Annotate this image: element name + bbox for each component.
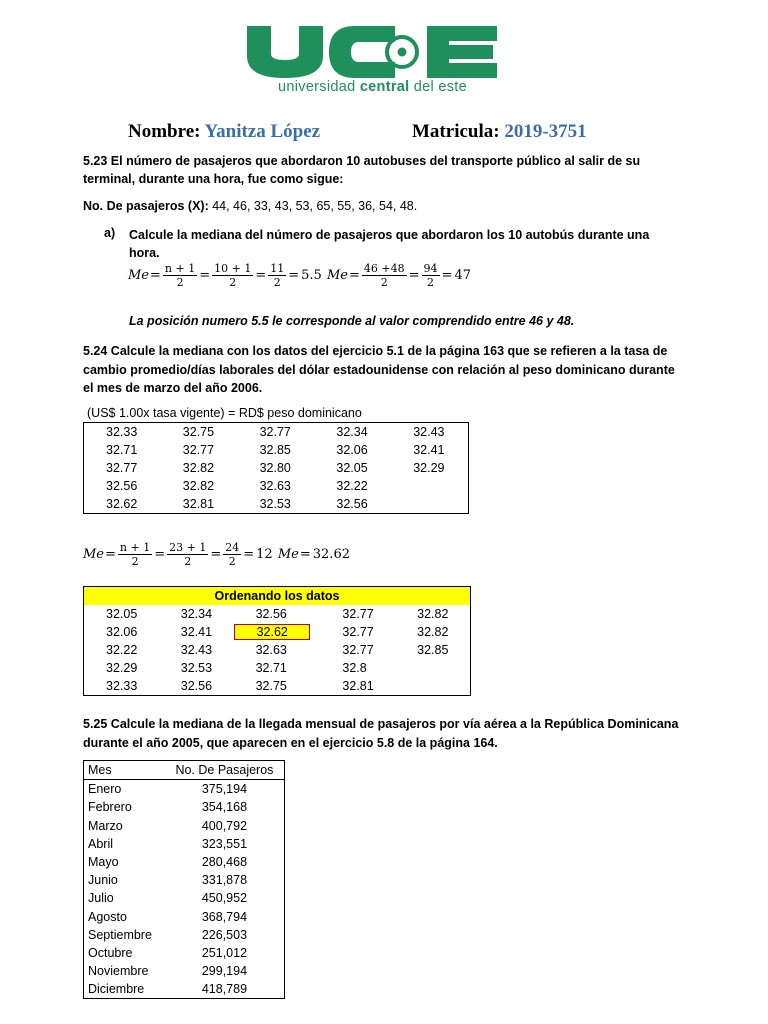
table-row (84, 659, 470, 677)
table-cell: 32.75 (182, 425, 215, 439)
median-formula-524: Me = $\frac{n + 1}{2}$ = $\frac{23 + 1}{2}$ = $\frac{24}{2}$ = 12 Me = 32.62 (83, 541, 350, 568)
table-cell (395, 677, 470, 695)
sorted-table (83, 586, 471, 696)
table-cell (391, 477, 468, 495)
table-row (84, 871, 285, 889)
month-cell: Marzo (88, 818, 123, 833)
table-row (84, 817, 285, 835)
col-pasajeros: No. De Pasajeros (175, 763, 274, 778)
table-cell: 32.53 (259, 497, 291, 511)
student-name: Nombre: Yanitza López (128, 121, 321, 142)
uce-logo (245, 22, 500, 97)
table-row (84, 853, 285, 871)
table-cell: 32.43 (180, 643, 213, 657)
problem-525-title: 5.25 Calcule la mediana de la llegada mensual de pasajeros por vía aérea a la República Dominicana durante el año 2005, que aparecen en el ejercicio 5.8 de la página 164. (83, 717, 679, 750)
table-row (84, 605, 470, 623)
table-row (84, 477, 469, 495)
col-mes: Mes (88, 763, 112, 778)
monthly-passengers-table (83, 760, 285, 999)
conclusion-523: La posición numero 5.5 le corresponde al valor comprendido entre 46 y 48. (129, 314, 575, 328)
table-cell: 32.63 (255, 643, 287, 657)
table-cell: 32.71 (106, 443, 138, 457)
problem-523-title: 5.23 El número de pasajeros que abordaron 10 autobuses del transporte público al salir de su terminal, durante una hora, fue como sigue: (83, 154, 641, 186)
table-cell: 32.77 (342, 625, 374, 639)
table-cell: 32.56 (255, 607, 287, 621)
table-row (84, 926, 285, 944)
table-row (84, 780, 285, 799)
table-cell: 32.43 (413, 425, 445, 439)
table-row (84, 889, 285, 907)
passengers-cell: 368,794 (201, 909, 248, 924)
month-cell: Febrero (88, 800, 132, 815)
table-cell: 32.77 (259, 425, 291, 439)
month-cell: Julio (88, 891, 114, 906)
question-text: Calcule la mediana del número de pasajeros que abordaron los 10 autobús durante una hora. (129, 228, 650, 260)
student-id: Matricula: 2019-3751 (412, 121, 587, 142)
table-cell: 32.77 (106, 461, 138, 475)
table-cell (391, 495, 468, 514)
problem-523-data: No. De pasajeros (X): 44, 46, 33, 43, 53, 65, 55, 36, 54, 48. (83, 199, 418, 213)
table-row (84, 459, 469, 477)
table-row (84, 623, 470, 641)
table-row (84, 495, 469, 514)
table-cell: 32.05 (336, 461, 368, 475)
table-row (84, 677, 470, 695)
month-cell: Abril (88, 836, 114, 851)
table-cell: 32.82 (182, 461, 215, 475)
passengers-cell: 418,789 (201, 982, 248, 997)
table-cell: 32.81 (182, 497, 215, 511)
table-cell: 32.33 (106, 679, 138, 693)
logo-tagline: universidad central del este (278, 79, 467, 95)
table-cell: 32.62 (106, 497, 138, 511)
table-cell: 32.85 (417, 643, 449, 657)
table-row (84, 944, 285, 962)
month-cell: Septiembre (88, 927, 152, 942)
table-cell: 32.06 (106, 625, 138, 639)
table-row (84, 441, 469, 459)
table-cell: 32.53 (180, 661, 213, 675)
table-caption: (US$ 1.00x tasa vigente) = RD$ peso dominicano (87, 406, 362, 420)
passengers-cell: 251,012 (201, 945, 248, 960)
table-cell: 32.33 (106, 425, 138, 439)
table-row (84, 641, 470, 659)
table-row (84, 835, 285, 853)
table-cell: 32.56 (106, 479, 138, 493)
table-cell: 32.05 (106, 607, 138, 621)
table-cell: 32.75 (255, 679, 287, 693)
table-cell: 32.56 (180, 679, 213, 693)
month-cell: Agosto (88, 909, 127, 924)
table-cell (395, 659, 470, 677)
table-cell: 32.85 (259, 443, 291, 457)
passengers-cell: 450,952 (201, 891, 248, 906)
exchange-rate-table (83, 422, 469, 514)
month-cell: Noviembre (88, 964, 149, 979)
table-cell: 32.22 (336, 479, 368, 493)
table-cell: 32.77 (342, 607, 374, 621)
passengers-cell: 226,503 (201, 927, 248, 942)
table-row (84, 980, 285, 999)
table-cell: 32.82 (417, 625, 449, 639)
table-cell: 32.06 (336, 443, 368, 457)
question-letter: a) (104, 226, 116, 240)
table-cell: 32.56 (336, 497, 368, 511)
table-cell: 32.41 (413, 443, 445, 457)
passengers-cell: 280,468 (201, 855, 248, 870)
table-row (84, 423, 469, 442)
table-cell: 32.80 (259, 461, 291, 475)
table-cell: 32.34 (336, 425, 368, 439)
month-cell: Junio (88, 873, 118, 888)
table-cell: 32.63 (259, 479, 291, 493)
table-cell (234, 623, 321, 641)
table-cell: 32.77 (342, 643, 374, 657)
table-cell: 32.81 (342, 679, 374, 693)
month-cell: Mayo (88, 855, 119, 870)
table-cell: 32.22 (106, 643, 138, 657)
passengers-cell: 299,194 (201, 964, 248, 979)
table-row (84, 908, 285, 926)
table-cell: 32.77 (182, 443, 215, 457)
passengers-cell: 400,792 (201, 818, 248, 833)
table-cell: 32.41 (180, 625, 213, 639)
month-cell: Octubre (88, 945, 133, 960)
median-highlight: 32.62 (234, 624, 310, 640)
passengers-cell: 354,168 (201, 800, 248, 815)
table-cell: 32.71 (255, 661, 287, 675)
table-cell: 32.34 (180, 607, 213, 621)
table-cell: 32.82 (182, 479, 215, 493)
median-formula-523: Me = $\frac{n + 1}{2}$ = $\frac{10 + 1}{2}$ = $\frac{11}{2}$ = 5.5 Me = $\frac{46 +48}{2}$ = $\frac{94}{2}$ = 47 (128, 262, 471, 289)
table-cell: 32.29 (413, 461, 445, 475)
table-cell: 32.82 (417, 607, 449, 621)
uce-logo-mark (245, 22, 500, 80)
table-cell: 32.8 (342, 661, 367, 675)
passengers-cell: 323,551 (201, 836, 248, 851)
problem-524-title: 5.24 Calcule la mediana con los datos del ejercicio 5.1 de la página 163 que se refieren a la tasa de cambio promedio/días laborales del dólar estadounidense con relación al peso dominicano durante el mes de marzo del año 2006. (83, 344, 675, 395)
month-cell: Enero (88, 782, 122, 797)
passengers-cell: 331,878 (201, 873, 248, 888)
passengers-cell: 375,194 (201, 782, 248, 797)
table-row (84, 962, 285, 980)
month-cell: Diciembre (88, 982, 145, 997)
sorted-table-title: Ordenando los datos (84, 587, 470, 605)
table-cell: 32.29 (106, 661, 138, 675)
table-row (84, 798, 285, 816)
